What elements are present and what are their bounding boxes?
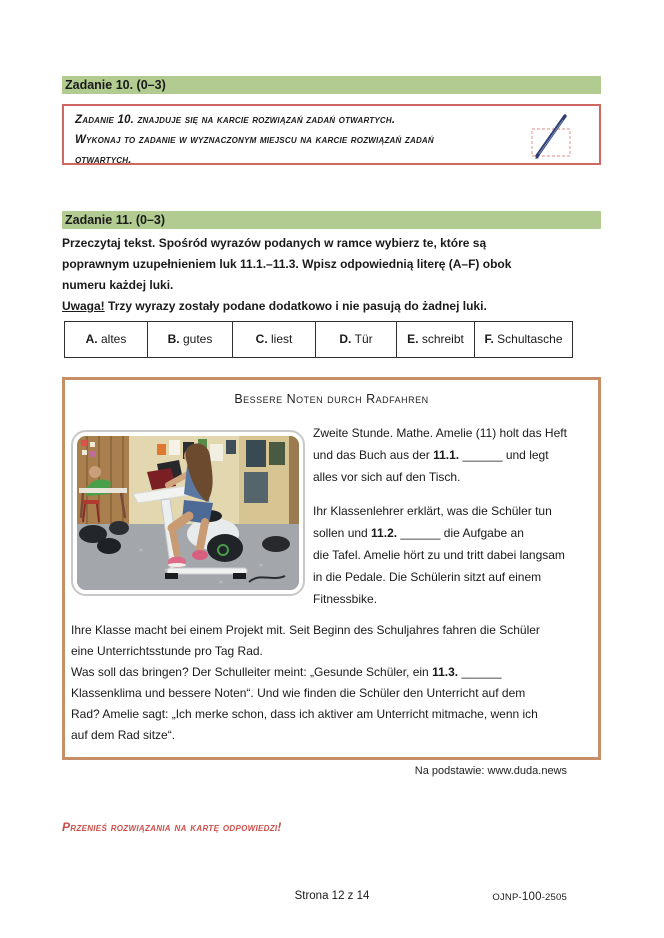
instruction-warning-line: [62, 296, 610, 317]
option-word: Tür: [354, 332, 373, 346]
instruction-line-1: Przeczytaj tekst. Spośród wyrazów podanych w ramce wybierz te, które są: [62, 236, 487, 250]
pen-icon: [529, 107, 575, 163]
reading-line: und das Buch aus der 11.1. ______ und legt: [313, 448, 549, 462]
option-letter: B.: [167, 332, 180, 346]
instruction-line-2: poprawnym uzupełnieniem luk 11.1.–11.3. Wpisz odpowiednią literę (A–F) obok: [62, 257, 512, 271]
word-bank-table: [64, 321, 573, 358]
reading-line: die Tafel. Amelie hört zu und tritt dabei langsam: [313, 548, 565, 562]
reading-line: alles vor sich auf den Tisch.: [313, 470, 461, 484]
notice-line-3: otwartych.: [75, 154, 132, 166]
classroom-photo: [71, 430, 305, 596]
reading-line: Ihr Klassenlehrer erklärt, was die Schüler tun: [313, 504, 552, 518]
warning-label: Uwaga!: [62, 299, 105, 313]
reading-text-box: [62, 377, 601, 760]
option-word: Schultasche: [497, 332, 563, 346]
option-letter: D.: [339, 332, 352, 346]
reading-line: eine Unterrichtsstunde pro Tag Rad.: [71, 644, 263, 658]
reading-line: Was soll das bringen? Der Schulleiter meint: „Gesunde Schüler, ein 11.3. ______: [71, 665, 502, 679]
word-option-b: [147, 321, 233, 358]
option-letter: E.: [407, 332, 419, 346]
word-option-c: [232, 321, 316, 358]
word-option-f: [474, 321, 573, 358]
footer-page-number: Strona 12 z 14: [294, 890, 370, 902]
option-letter: F.: [484, 332, 494, 346]
gap-label-11-3: 11.3.: [432, 665, 459, 679]
reading-paragraphs-beside-photo: [313, 422, 601, 610]
reading-title: Bessere Noten durch Radfahren: [234, 392, 429, 406]
word-option-e: [396, 321, 475, 358]
task11-header-label: Zadanie 11. (0–3): [65, 213, 166, 227]
option-letter: C.: [255, 332, 268, 346]
source-credit: Na podstawie: www.duda.news: [414, 765, 567, 777]
reading-line: in die Pedale. Die Schülerin sitzt auf einem: [313, 570, 542, 584]
option-word: altes: [100, 332, 127, 346]
notice-line-2: Wykonaj to zadanie w wyznaczonym miejscu na karcie rozwiązań zadań: [75, 134, 434, 146]
task11-instructions: [62, 233, 610, 317]
task10-notice-text: [75, 110, 515, 170]
task11-header-bar: [62, 211, 601, 229]
option-word: gutes: [182, 332, 213, 346]
instruction-line-3: numeru każdej luki.: [62, 278, 174, 292]
reading-line: Klassenklima und bessere Noten“. Und wie finden die Schüler den Unterricht auf dem: [71, 686, 526, 700]
option-letter: A.: [85, 332, 98, 346]
task10-header-label: Zadanie 10. (0–3): [65, 78, 166, 92]
gap-label-11-1: 11.1.: [433, 448, 460, 462]
reading-line: auf dem Rad sitze“.: [71, 728, 176, 742]
task10-notice-box: [62, 104, 601, 165]
reading-paragraph-2: [313, 500, 601, 610]
reading-line: sollen und 11.2. ______ die Aufgabe an: [313, 526, 524, 540]
reading-line: Rad? Amelie sagt: „Ich merke schon, dass ich aktiver am Unterricht mitmache, wenn ich: [71, 707, 538, 721]
warning-text: Trzy wyrazy zostały podane dodatkowo i nie pasują do żadnej luki.: [104, 299, 487, 313]
word-option-d: [315, 321, 397, 358]
reading-line: Zweite Stunde. Mathe. Amelie (11) holt das Heft: [313, 426, 567, 440]
reading-paragraph-1: [313, 422, 601, 488]
transfer-instruction: Przenieś rozwiązania na kartę odpowiedzi!: [62, 820, 282, 834]
option-word: liest: [271, 332, 293, 346]
option-word: schreibt: [421, 332, 464, 346]
reading-line: Ihre Klasse macht bei einem Projekt mit. Seit Beginn des Schuljahres fahren die Schüler: [71, 623, 540, 637]
notice-line-1: Zadanie 10. znajduje się na karcie rozwiązań zadań otwartych.: [75, 114, 396, 126]
reading-line: Fitnessbike.: [313, 592, 378, 606]
reading-paragraph-3: [71, 620, 597, 746]
footer-form-code: OJNP-100-2505: [492, 891, 567, 903]
gap-label-11-2: 11.2.: [371, 526, 398, 540]
word-option-a: [64, 321, 148, 358]
task10-header-bar: [62, 76, 601, 94]
